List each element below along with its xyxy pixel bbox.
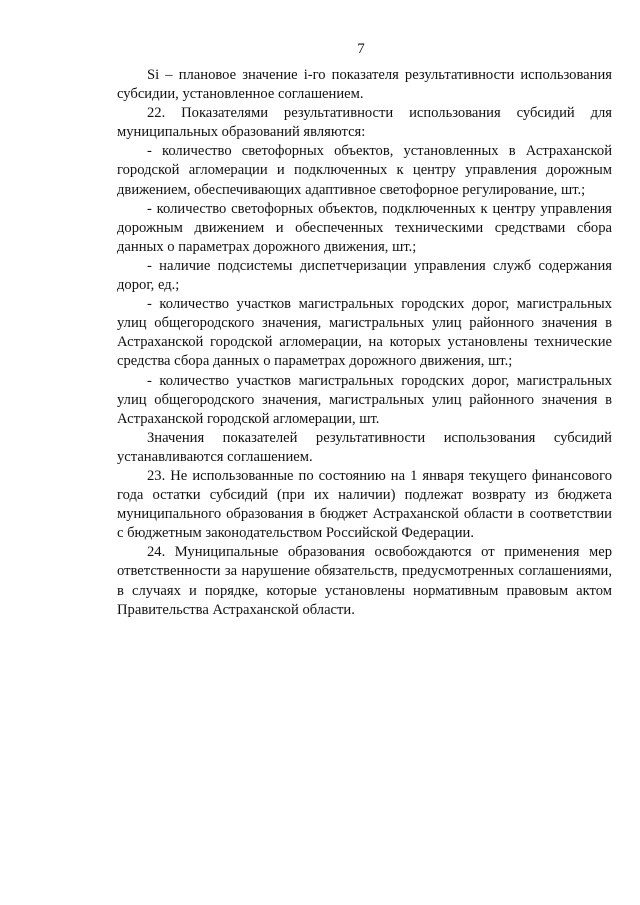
paragraph-22-intro: 22. Показателями результативности использования субсидий для муниципальных образований являются: bbox=[117, 105, 612, 141]
list-item-adaptive-traffic-lights: - количество светофорных объектов, установленных в Астраханской городской агломерации и подключенных к центру управления дорожным движением, обеспечивающих адаптивное светофорное регулирование, шт.; bbox=[117, 143, 612, 198]
list-item-road-sections: - количество участков магистральных городских дорог, магистральных улиц общегородского значения, магистральных улиц районного значения в Астраханской городской агломерации, шт. bbox=[117, 372, 612, 427]
document-body bbox=[117, 66, 612, 620]
list-item-connected-traffic-lights: - количество светофорных объектов, подключенных к центру управления дорожным движением и обеспеченных техническими средствами сбора данных о параметрах дорожного движения, шт.; bbox=[117, 200, 612, 255]
paragraph-23: 23. Не использованные по состоянию на 1 января текущего финансового года остатки субсидий (при их наличии) подлежат возврату из бюджета муниципального образования в бюджет Астраханской области в соответствии с бюджетным законодательством Российской Федерации. bbox=[117, 467, 612, 542]
page-number: 7 bbox=[357, 41, 365, 57]
paragraph-24: 24. Муниципальные образования освобождаются от применения мер ответственности за нарушение обязательств, предусмотренных соглашениями, в случаях и порядке, которые установлены нормативным правовым актом Правительства Астраханской области. bbox=[117, 544, 612, 618]
paragraph-indicator-definition: Si – плановое значение i-го показателя результативности использования субсидии, установленное соглашением. bbox=[117, 67, 612, 103]
list-item-road-sections-with-sensors: - количество участков магистральных городских дорог, магистральных улиц общегородского значения, магистральных улиц районного значения в Астраханской городской агломерации, на которых установлены технические средства сбора данных о параметрах дорожного движения, шт.; bbox=[117, 296, 612, 370]
paragraph-indicator-values: Значения показателей результативности использования субсидий устанавливаются соглашением. bbox=[117, 429, 612, 465]
list-item-dispatch-subsystem: - наличие подсистемы диспетчеризации управления служб содержания дорог, ед.; bbox=[117, 257, 612, 294]
